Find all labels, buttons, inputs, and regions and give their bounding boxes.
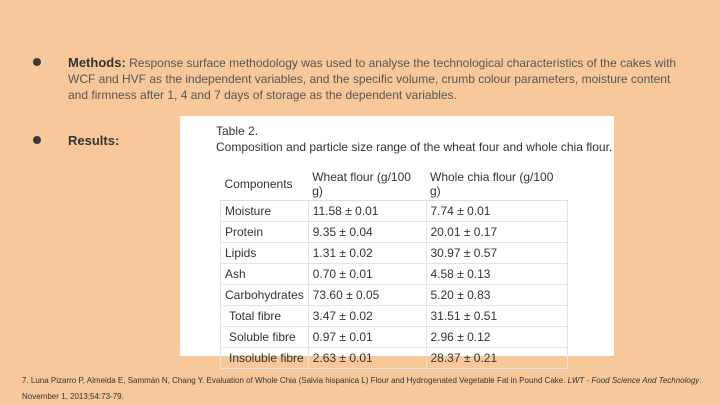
chia-value-cell: 2.96 ± 0.12 [426,327,568,348]
table-title-line2: Composition and particle size range of the wheat four and whole chia flour. [216,140,613,154]
methods-text: Response surface methodology was used to analyse the technological characteristics of the cakes with WCF and HVF as the independent variables, and the specific volume, crumb colour parameters, moisture content and firmness after 1, 4 and 7 days of storage as the dependent variables. [68,56,677,102]
results-label: Results: [68,133,120,148]
wheat-value-cell: 3.47 ± 0.02 [308,306,426,327]
chia-value-cell: 31.51 ± 0.51 [426,306,568,327]
component-cell: Carbohydrates [221,285,309,306]
component-cell: Insoluble fibre [221,348,309,369]
table-title-line1: Table 2. [216,124,259,138]
wheat-value-cell: 11.58 ± 0.01 [308,201,426,222]
table-title [216,123,612,155]
reference-details: . November 1, 2013;54:73-79. [22,376,702,401]
chia-value-cell: 4.58 ± 0.13 [426,264,568,285]
reference-citation [22,373,712,405]
methods-label: Methods: [68,55,126,70]
table-row [221,327,568,348]
chia-value-cell: 30.97 ± 0.57 [426,243,568,264]
table-row [221,285,568,306]
header-cell: Components [221,168,309,201]
wheat-value-cell: 9.35 ± 0.04 [308,222,426,243]
bullet-icon [33,136,41,144]
bullet-icon [33,58,41,66]
methods-paragraph [68,55,688,103]
wheat-value-cell: 0.70 ± 0.01 [308,264,426,285]
table-row [221,306,568,327]
chia-value-cell: 7.74 ± 0.01 [426,201,568,222]
table-header-row [221,168,568,201]
chia-value-cell: 28.37 ± 0.21 [426,348,568,369]
component-cell: Moisture [221,201,309,222]
composition-table [220,168,568,369]
table-row [221,222,568,243]
wheat-value-cell: 0.97 ± 0.01 [308,327,426,348]
wheat-value-cell: 1.31 ± 0.02 [308,243,426,264]
wheat-value-cell: 73.60 ± 0.05 [308,285,426,306]
header-cell: Whole chia flour (g/100 g) [426,168,568,201]
component-cell: Ash [221,264,309,285]
table-row [221,264,568,285]
header-cell: Wheat flour (g/100 g) [308,168,426,201]
wheat-value-cell: 2.63 ± 0.01 [308,348,426,369]
table-row [221,201,568,222]
chia-value-cell: 5.20 ± 0.83 [426,285,568,306]
table-row [221,348,568,369]
table-image [180,116,614,365]
reference-text: 7. Luna Pizarro P, Almeida E, Sammán N, Chang Y. Evaluation of Whole Chia (Salvia hispanica L) Flour and Hydrogenated Vegetable Fat in Pound Cake. [22,376,566,385]
reference-journal: LWT - Food Science And Technology [567,376,700,385]
chia-value-cell: 20.01 ± 0.17 [426,222,568,243]
component-cell: Protein [221,222,309,243]
table-row [221,243,568,264]
component-cell: Total fibre [221,306,309,327]
component-cell: Lipids [221,243,309,264]
component-cell: Soluble fibre [221,327,309,348]
